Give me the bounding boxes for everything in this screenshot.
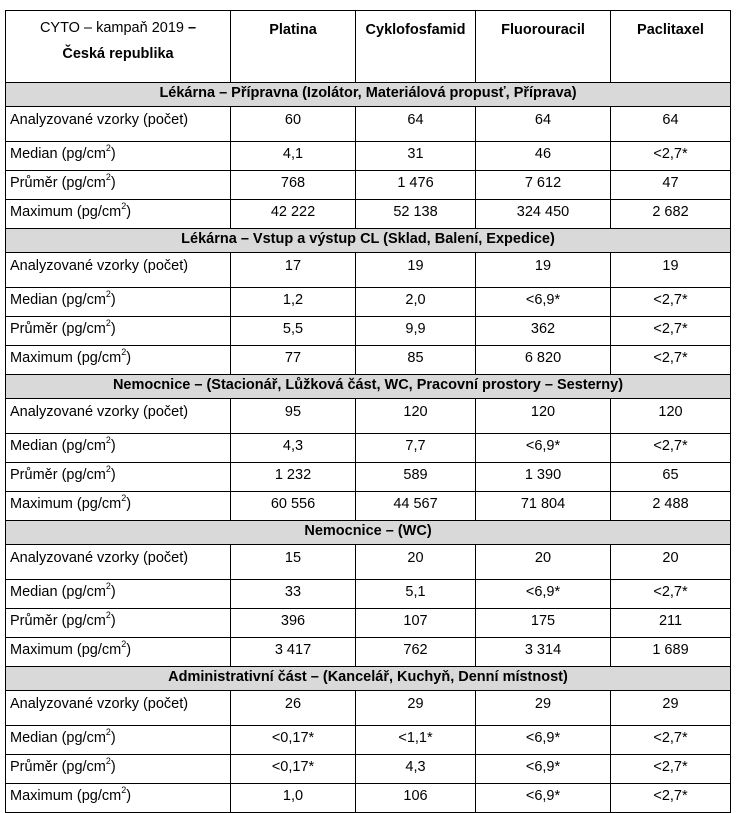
value-cell: 762 bbox=[356, 638, 476, 667]
row-label-text: Analyzované vzorky (počet) bbox=[10, 258, 189, 274]
row-label-text: Maximum (pg/cm bbox=[10, 204, 122, 220]
value-cell: 29 bbox=[476, 691, 611, 726]
table-row bbox=[6, 142, 731, 171]
value-cell: 20 bbox=[611, 545, 731, 580]
unit-close: ) bbox=[110, 438, 116, 454]
table-row bbox=[6, 434, 731, 463]
unit-close: ) bbox=[110, 321, 116, 337]
unit-exponent: 2 bbox=[105, 727, 111, 737]
value-cell: 15 bbox=[231, 545, 356, 580]
row-label bbox=[6, 755, 231, 784]
value-cell: <2,7* bbox=[611, 580, 731, 609]
unit-exponent: 2 bbox=[105, 289, 111, 299]
value-cell: 85 bbox=[356, 346, 476, 375]
value-cell: 19 bbox=[356, 253, 476, 288]
value-cell: <6,9* bbox=[476, 755, 611, 784]
row-label-text: Maximum (pg/cm bbox=[10, 496, 122, 512]
value-cell: 46 bbox=[476, 142, 611, 171]
row-label-text: Maximum (pg/cm bbox=[10, 788, 122, 804]
value-cell: <2,7* bbox=[611, 434, 731, 463]
value-cell: <6,9* bbox=[476, 434, 611, 463]
value-cell: 52 138 bbox=[356, 200, 476, 229]
value-cell: <2,7* bbox=[611, 755, 731, 784]
unit-close: ) bbox=[126, 496, 132, 512]
column-header-cyklofosfamid: Cyklofosfamid bbox=[356, 11, 476, 83]
value-cell: 6 820 bbox=[476, 346, 611, 375]
unit-exponent: 2 bbox=[105, 464, 111, 474]
value-cell: <0,17* bbox=[231, 755, 356, 784]
value-cell: 5,1 bbox=[356, 580, 476, 609]
value-cell: <6,9* bbox=[476, 726, 611, 755]
row-label bbox=[6, 463, 231, 492]
column-header-fluorouracil: Fluorouracil bbox=[476, 11, 611, 83]
value-cell: 60 556 bbox=[231, 492, 356, 521]
title-dash: – bbox=[187, 20, 197, 36]
value-cell: 31 bbox=[356, 142, 476, 171]
value-cell: 1,0 bbox=[231, 784, 356, 813]
value-cell: 42 222 bbox=[231, 200, 356, 229]
value-cell: 3 314 bbox=[476, 638, 611, 667]
value-cell: <2,7* bbox=[611, 142, 731, 171]
table-row bbox=[6, 492, 731, 521]
unit-exponent: 2 bbox=[121, 639, 127, 649]
value-cell: 77 bbox=[231, 346, 356, 375]
value-cell: 120 bbox=[476, 399, 611, 434]
unit-exponent: 2 bbox=[121, 785, 127, 795]
unit-close: ) bbox=[126, 642, 132, 658]
value-cell: 19 bbox=[476, 253, 611, 288]
unit-close: ) bbox=[110, 175, 116, 191]
table-row bbox=[6, 609, 731, 638]
value-cell: 64 bbox=[611, 107, 731, 142]
section-title: Administrativní část – (Kancelář, Kuchyň, Denní místnost) bbox=[6, 667, 731, 691]
section-header-row bbox=[6, 375, 731, 399]
row-label bbox=[6, 142, 231, 171]
value-cell: 2 488 bbox=[611, 492, 731, 521]
row-label-text: Průměr (pg/cm bbox=[10, 759, 106, 775]
row-label-text: Maximum (pg/cm bbox=[10, 350, 122, 366]
value-cell: 1 689 bbox=[611, 638, 731, 667]
unit-close: ) bbox=[126, 788, 132, 804]
unit-close: ) bbox=[110, 613, 116, 629]
unit-close: ) bbox=[126, 350, 132, 366]
unit-exponent: 2 bbox=[121, 201, 127, 211]
row-label-text: Průměr (pg/cm bbox=[10, 175, 106, 191]
value-cell: 17 bbox=[231, 253, 356, 288]
value-cell: 1 390 bbox=[476, 463, 611, 492]
row-label bbox=[6, 638, 231, 667]
value-cell: 5,5 bbox=[231, 317, 356, 346]
unit-close: ) bbox=[110, 759, 116, 775]
value-cell: 65 bbox=[611, 463, 731, 492]
unit-exponent: 2 bbox=[105, 172, 111, 182]
value-cell: 175 bbox=[476, 609, 611, 638]
value-cell: 324 450 bbox=[476, 200, 611, 229]
row-label bbox=[6, 726, 231, 755]
row-label bbox=[6, 492, 231, 521]
table-row bbox=[6, 784, 731, 813]
value-cell: 4,3 bbox=[356, 755, 476, 784]
table-row bbox=[6, 399, 731, 434]
unit-exponent: 2 bbox=[121, 493, 127, 503]
value-cell: 47 bbox=[611, 171, 731, 200]
value-cell: 20 bbox=[356, 545, 476, 580]
row-label bbox=[6, 288, 231, 317]
unit-close: ) bbox=[110, 467, 116, 483]
row-label bbox=[6, 609, 231, 638]
row-label bbox=[6, 171, 231, 200]
row-label-text: Průměr (pg/cm bbox=[10, 613, 106, 629]
table-title-cell bbox=[6, 11, 231, 83]
row-label-text: Analyzované vzorky (počet) bbox=[10, 404, 189, 420]
value-cell: 106 bbox=[356, 784, 476, 813]
value-cell: 4,3 bbox=[231, 434, 356, 463]
section-header-row bbox=[6, 229, 731, 253]
unit-close: ) bbox=[110, 146, 116, 162]
table-row bbox=[6, 171, 731, 200]
table-row bbox=[6, 755, 731, 784]
value-cell: 20 bbox=[476, 545, 611, 580]
value-cell: 1 476 bbox=[356, 171, 476, 200]
value-cell: <0,17* bbox=[231, 726, 356, 755]
value-cell: 211 bbox=[611, 609, 731, 638]
unit-exponent: 2 bbox=[105, 318, 111, 328]
value-cell: 64 bbox=[476, 107, 611, 142]
row-label bbox=[6, 107, 231, 142]
row-label bbox=[6, 691, 231, 726]
value-cell: 3 417 bbox=[231, 638, 356, 667]
value-cell: 71 804 bbox=[476, 492, 611, 521]
value-cell: 1 232 bbox=[231, 463, 356, 492]
value-cell: <1,1* bbox=[356, 726, 476, 755]
row-label-text: Průměr (pg/cm bbox=[10, 467, 106, 483]
results-table bbox=[5, 10, 731, 813]
table-row bbox=[6, 346, 731, 375]
value-cell: 2,0 bbox=[356, 288, 476, 317]
value-cell: 7,7 bbox=[356, 434, 476, 463]
table-row bbox=[6, 200, 731, 229]
table-row bbox=[6, 288, 731, 317]
table-row bbox=[6, 691, 731, 726]
unit-exponent: 2 bbox=[105, 756, 111, 766]
section-title: Nemocnice – (WC) bbox=[6, 521, 731, 545]
unit-exponent: 2 bbox=[105, 581, 111, 591]
value-cell: 9,9 bbox=[356, 317, 476, 346]
value-cell: <6,9* bbox=[476, 784, 611, 813]
unit-close: ) bbox=[110, 292, 116, 308]
value-cell: 589 bbox=[356, 463, 476, 492]
unit-exponent: 2 bbox=[105, 143, 111, 153]
table-row bbox=[6, 317, 731, 346]
row-label bbox=[6, 200, 231, 229]
value-cell: 120 bbox=[611, 399, 731, 434]
section-title: Lékárna – Přípravna (Izolátor, Materiálová propusť, Příprava) bbox=[6, 83, 731, 107]
unit-exponent: 2 bbox=[121, 347, 127, 357]
row-label bbox=[6, 434, 231, 463]
value-cell: 4,1 bbox=[231, 142, 356, 171]
header-row bbox=[6, 11, 731, 83]
value-cell: <2,7* bbox=[611, 726, 731, 755]
table-row bbox=[6, 463, 731, 492]
title-line1: CYTO – kampaň 2019 bbox=[39, 20, 188, 36]
row-label-text: Maximum (pg/cm bbox=[10, 642, 122, 658]
row-label-text: Průměr (pg/cm bbox=[10, 321, 106, 337]
value-cell: 768 bbox=[231, 171, 356, 200]
row-label-text: Median (pg/cm bbox=[10, 146, 106, 162]
section-title: Nemocnice – (Stacionář, Lůžková část, WC, Pracovní prostory – Sesterny) bbox=[6, 375, 731, 399]
value-cell: 7 612 bbox=[476, 171, 611, 200]
row-label-text: Analyzované vzorky (počet) bbox=[10, 112, 189, 128]
column-header-platina: Platina bbox=[231, 11, 356, 83]
section-header-row bbox=[6, 83, 731, 107]
column-header-paclitaxel: Paclitaxel bbox=[611, 11, 731, 83]
value-cell: 1,2 bbox=[231, 288, 356, 317]
value-cell: 26 bbox=[231, 691, 356, 726]
table-row bbox=[6, 545, 731, 580]
value-cell: 64 bbox=[356, 107, 476, 142]
value-cell: 29 bbox=[611, 691, 731, 726]
row-label bbox=[6, 346, 231, 375]
row-label-text: Median (pg/cm bbox=[10, 730, 106, 746]
value-cell: <2,7* bbox=[611, 288, 731, 317]
table-row bbox=[6, 580, 731, 609]
value-cell: 120 bbox=[356, 399, 476, 434]
row-label bbox=[6, 317, 231, 346]
table-row bbox=[6, 107, 731, 142]
table-row bbox=[6, 726, 731, 755]
value-cell: 95 bbox=[231, 399, 356, 434]
unit-close: ) bbox=[126, 204, 132, 220]
value-cell: <6,9* bbox=[476, 288, 611, 317]
section-header-row bbox=[6, 667, 731, 691]
row-label bbox=[6, 580, 231, 609]
row-label-text: Analyzované vzorky (počet) bbox=[10, 550, 189, 566]
table-row bbox=[6, 638, 731, 667]
value-cell: 44 567 bbox=[356, 492, 476, 521]
value-cell: 29 bbox=[356, 691, 476, 726]
value-cell: <2,7* bbox=[611, 784, 731, 813]
row-label bbox=[6, 784, 231, 813]
unit-exponent: 2 bbox=[105, 610, 111, 620]
value-cell: 107 bbox=[356, 609, 476, 638]
value-cell: 60 bbox=[231, 107, 356, 142]
unit-close: ) bbox=[110, 730, 116, 746]
row-label bbox=[6, 399, 231, 434]
section-title: Lékárna – Vstup a výstup CL (Sklad, Balení, Expedice) bbox=[6, 229, 731, 253]
row-label bbox=[6, 545, 231, 580]
value-cell: 2 682 bbox=[611, 200, 731, 229]
value-cell: 33 bbox=[231, 580, 356, 609]
row-label-text: Median (pg/cm bbox=[10, 292, 106, 308]
value-cell: 19 bbox=[611, 253, 731, 288]
row-label-text: Analyzované vzorky (počet) bbox=[10, 696, 189, 712]
title-line2: Česká republika bbox=[62, 46, 174, 62]
section-header-row bbox=[6, 521, 731, 545]
value-cell: <2,7* bbox=[611, 346, 731, 375]
value-cell: 362 bbox=[476, 317, 611, 346]
row-label-text: Median (pg/cm bbox=[10, 584, 106, 600]
unit-close: ) bbox=[110, 584, 116, 600]
value-cell: <2,7* bbox=[611, 317, 731, 346]
unit-exponent: 2 bbox=[105, 435, 111, 445]
row-label bbox=[6, 253, 231, 288]
row-label-text: Median (pg/cm bbox=[10, 438, 106, 454]
value-cell: <6,9* bbox=[476, 580, 611, 609]
value-cell: 396 bbox=[231, 609, 356, 638]
table-row bbox=[6, 253, 731, 288]
